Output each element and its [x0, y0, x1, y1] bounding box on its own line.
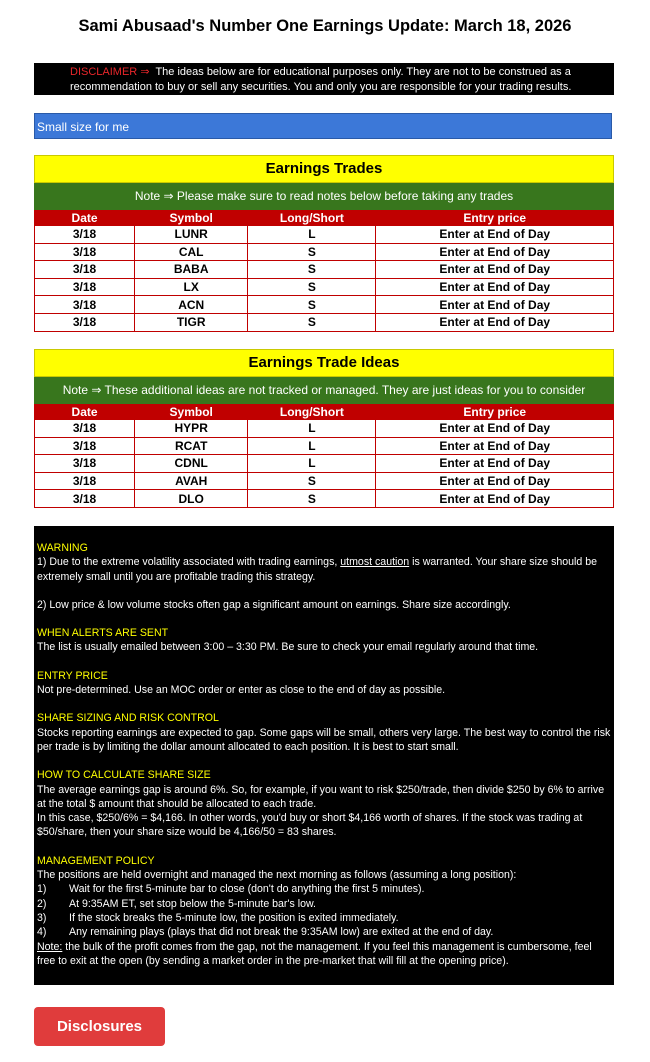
cell-symbol: CDNL — [135, 455, 248, 473]
entry-text: Not pre-determined. Use an MOC order or enter as close to the end of day as possible. — [37, 684, 446, 697]
disclaimer-label: DISCLAIMER — [70, 66, 138, 78]
disclaimer-text-line1: The ideas below are for educational purposes only. They are not to be construed as a — [155, 66, 571, 78]
management-intro: The positions are held overnight and managed the next morning as follows (assuming a long position): — [37, 869, 517, 882]
cell-date: 3/18 — [35, 226, 135, 244]
cell-entry-price: Enter at End of Day — [376, 472, 614, 490]
cell-long-short: S — [248, 490, 376, 508]
page-title: Sami Abusaad's Number One Earnings Update: March 18, 2026 — [78, 17, 572, 35]
warning-emphasis: utmost caution — [340, 556, 410, 569]
header-long-short: Long/Short — [248, 210, 376, 226]
table-row — [35, 226, 614, 244]
step-number: 2) — [37, 897, 47, 910]
header-entry-price: Entry price — [376, 404, 614, 420]
cell-date: 3/18 — [35, 261, 135, 279]
cell-date: 3/18 — [35, 437, 135, 455]
cell-entry-price: Enter at End of Day — [376, 296, 614, 314]
cell-symbol: LX — [135, 278, 248, 296]
cell-symbol: CAL — [135, 243, 248, 261]
trade-ideas-table — [34, 349, 614, 508]
entry-heading: ENTRY PRICE — [37, 669, 108, 682]
note-label: Note: — [37, 940, 63, 953]
table-title: Earnings Trades — [35, 156, 614, 183]
notes-panel — [34, 526, 614, 985]
cell-symbol: RCAT — [135, 437, 248, 455]
note-text: the bulk of the profit comes from the gap, not the management. If you feel this management is cumbersome, feel free to exit at the open (by sending a market order in the pre-market that will fill at the opening price). — [37, 940, 592, 967]
cell-long-short: L — [248, 455, 376, 473]
disclaimer-text-line2: recommendation to buy or sell any securities. You and only you are responsible for your trading results. — [70, 81, 572, 93]
management-step — [37, 882, 611, 896]
step-text: Any remaining plays (plays that did not break the 9:35AM low) are exited at the end of day. — [69, 926, 494, 939]
table-row — [35, 278, 614, 296]
table-note: Note ⇒ Please make sure to read notes below before taking any trades — [35, 183, 614, 210]
step-number: 1) — [37, 883, 47, 896]
warning-point-1 — [37, 555, 611, 584]
disclosures-button[interactable]: Disclosures — [34, 1007, 165, 1046]
step-number: 3) — [37, 911, 47, 924]
sizing-heading: SHARE SIZING AND RISK CONTROL — [37, 712, 219, 725]
cell-entry-price: Enter at End of Day — [376, 313, 614, 331]
cell-long-short: S — [248, 296, 376, 314]
table-note: Note ⇒ These additional ideas are not tracked or managed. They are just ideas for you to consider — [35, 377, 614, 404]
cell-entry-price: Enter at End of Day — [376, 420, 614, 438]
table-row — [35, 261, 614, 279]
table-row — [35, 420, 614, 438]
cell-symbol: TIGR — [135, 313, 248, 331]
header-date: Date — [35, 210, 135, 226]
cell-long-short: L — [248, 437, 376, 455]
warning-text: is warranted. Your share size should be extremely small until you are profitable trading this strategy. — [37, 556, 598, 583]
calc-text-2: In this case, $250/6% = $4,166. In other words, you'd buy or short $4,166 worth of shares. If the stock was trading at $50/share, then your share size would be 4,166/50 = 83 shares. — [37, 812, 583, 839]
cell-date: 3/18 — [35, 420, 135, 438]
management-note — [37, 940, 611, 969]
management-step — [37, 925, 611, 939]
cell-symbol: AVAH — [135, 472, 248, 490]
cell-symbol: BABA — [135, 261, 248, 279]
cell-long-short: L — [248, 420, 376, 438]
management-heading: MANAGEMENT POLICY — [37, 854, 155, 867]
cell-entry-price: Enter at End of Day — [376, 278, 614, 296]
small-size-banner: Small size for me — [34, 113, 612, 139]
step-text: At 9:35AM ET, set stop below the 5-minute bar's low. — [69, 897, 316, 910]
cell-long-short: S — [248, 472, 376, 490]
cell-entry-price: Enter at End of Day — [376, 490, 614, 508]
step-number: 4) — [37, 926, 47, 939]
cell-date: 3/18 — [35, 490, 135, 508]
sizing-text: Stocks reporting earnings are expected to gap. Some gaps will be small, others very large. The best way to control the risk per trade is by limiting the dollar amount allocated to each position. It is best to start small. — [37, 726, 611, 753]
cell-long-short: S — [248, 261, 376, 279]
cell-date: 3/18 — [35, 278, 135, 296]
management-step — [37, 911, 611, 925]
cell-entry-price: Enter at End of Day — [376, 243, 614, 261]
cell-long-short: L — [248, 226, 376, 244]
step-text: If the stock breaks the 5-minute low, the position is exited immediately. — [69, 911, 399, 924]
alerts-text: The list is usually emailed between 3:00 – 3:30 PM. Be sure to check your email regularly around that time. — [37, 641, 539, 654]
table-row — [35, 243, 614, 261]
header-entry-price: Entry price — [376, 210, 614, 226]
cell-symbol: ACN — [135, 296, 248, 314]
cell-date: 3/18 — [35, 296, 135, 314]
cell-date: 3/18 — [35, 472, 135, 490]
cell-long-short: S — [248, 278, 376, 296]
header-date: Date — [35, 404, 135, 420]
step-text: Wait for the first 5-minute bar to close (don't do anything the first 5 minutes). — [69, 883, 425, 896]
cell-long-short: S — [248, 313, 376, 331]
cell-long-short: S — [248, 243, 376, 261]
cell-symbol: HYPR — [135, 420, 248, 438]
cell-entry-price: Enter at End of Day — [376, 455, 614, 473]
cell-date: 3/18 — [35, 455, 135, 473]
cell-date: 3/18 — [35, 313, 135, 331]
cell-entry-price: Enter at End of Day — [376, 226, 614, 244]
cell-date: 3/18 — [35, 243, 135, 261]
cell-entry-price: Enter at End of Day — [376, 261, 614, 279]
table-row — [35, 313, 614, 331]
arrow-icon: ⇒ — [140, 66, 150, 78]
warning-point-2: 2) Low price & low volume stocks often gap a significant amount on earnings. Share size accordingly. — [37, 598, 511, 611]
header-long-short: Long/Short — [248, 404, 376, 420]
warning-text: 1) Due to the extreme volatility associated with trading earnings, — [37, 556, 341, 569]
management-step — [37, 897, 611, 911]
table-row — [35, 437, 614, 455]
calc-text-1: The average earnings gap is around 6%. So, for example, if you want to risk $250/trade, then divide $250 by 6% to arrive at the total $ amount that should be allocated to each trade. — [37, 783, 605, 810]
alerts-heading: WHEN ALERTS ARE SENT — [37, 627, 169, 640]
management-steps — [37, 882, 611, 939]
cell-symbol: DLO — [135, 490, 248, 508]
calc-heading: HOW TO CALCULATE SHARE SIZE — [37, 769, 211, 782]
header-symbol: Symbol — [135, 210, 248, 226]
header-symbol: Symbol — [135, 404, 248, 420]
warning-heading: WARNING — [37, 542, 88, 554]
table-row — [35, 296, 614, 314]
disclaimer-box — [34, 63, 614, 95]
table-title: Earnings Trade Ideas — [35, 350, 614, 377]
earnings-trades-table — [34, 155, 614, 332]
table-row — [35, 455, 614, 473]
cell-entry-price: Enter at End of Day — [376, 437, 614, 455]
cell-symbol: LUNR — [135, 226, 248, 244]
table-row — [35, 490, 614, 508]
table-row — [35, 472, 614, 490]
